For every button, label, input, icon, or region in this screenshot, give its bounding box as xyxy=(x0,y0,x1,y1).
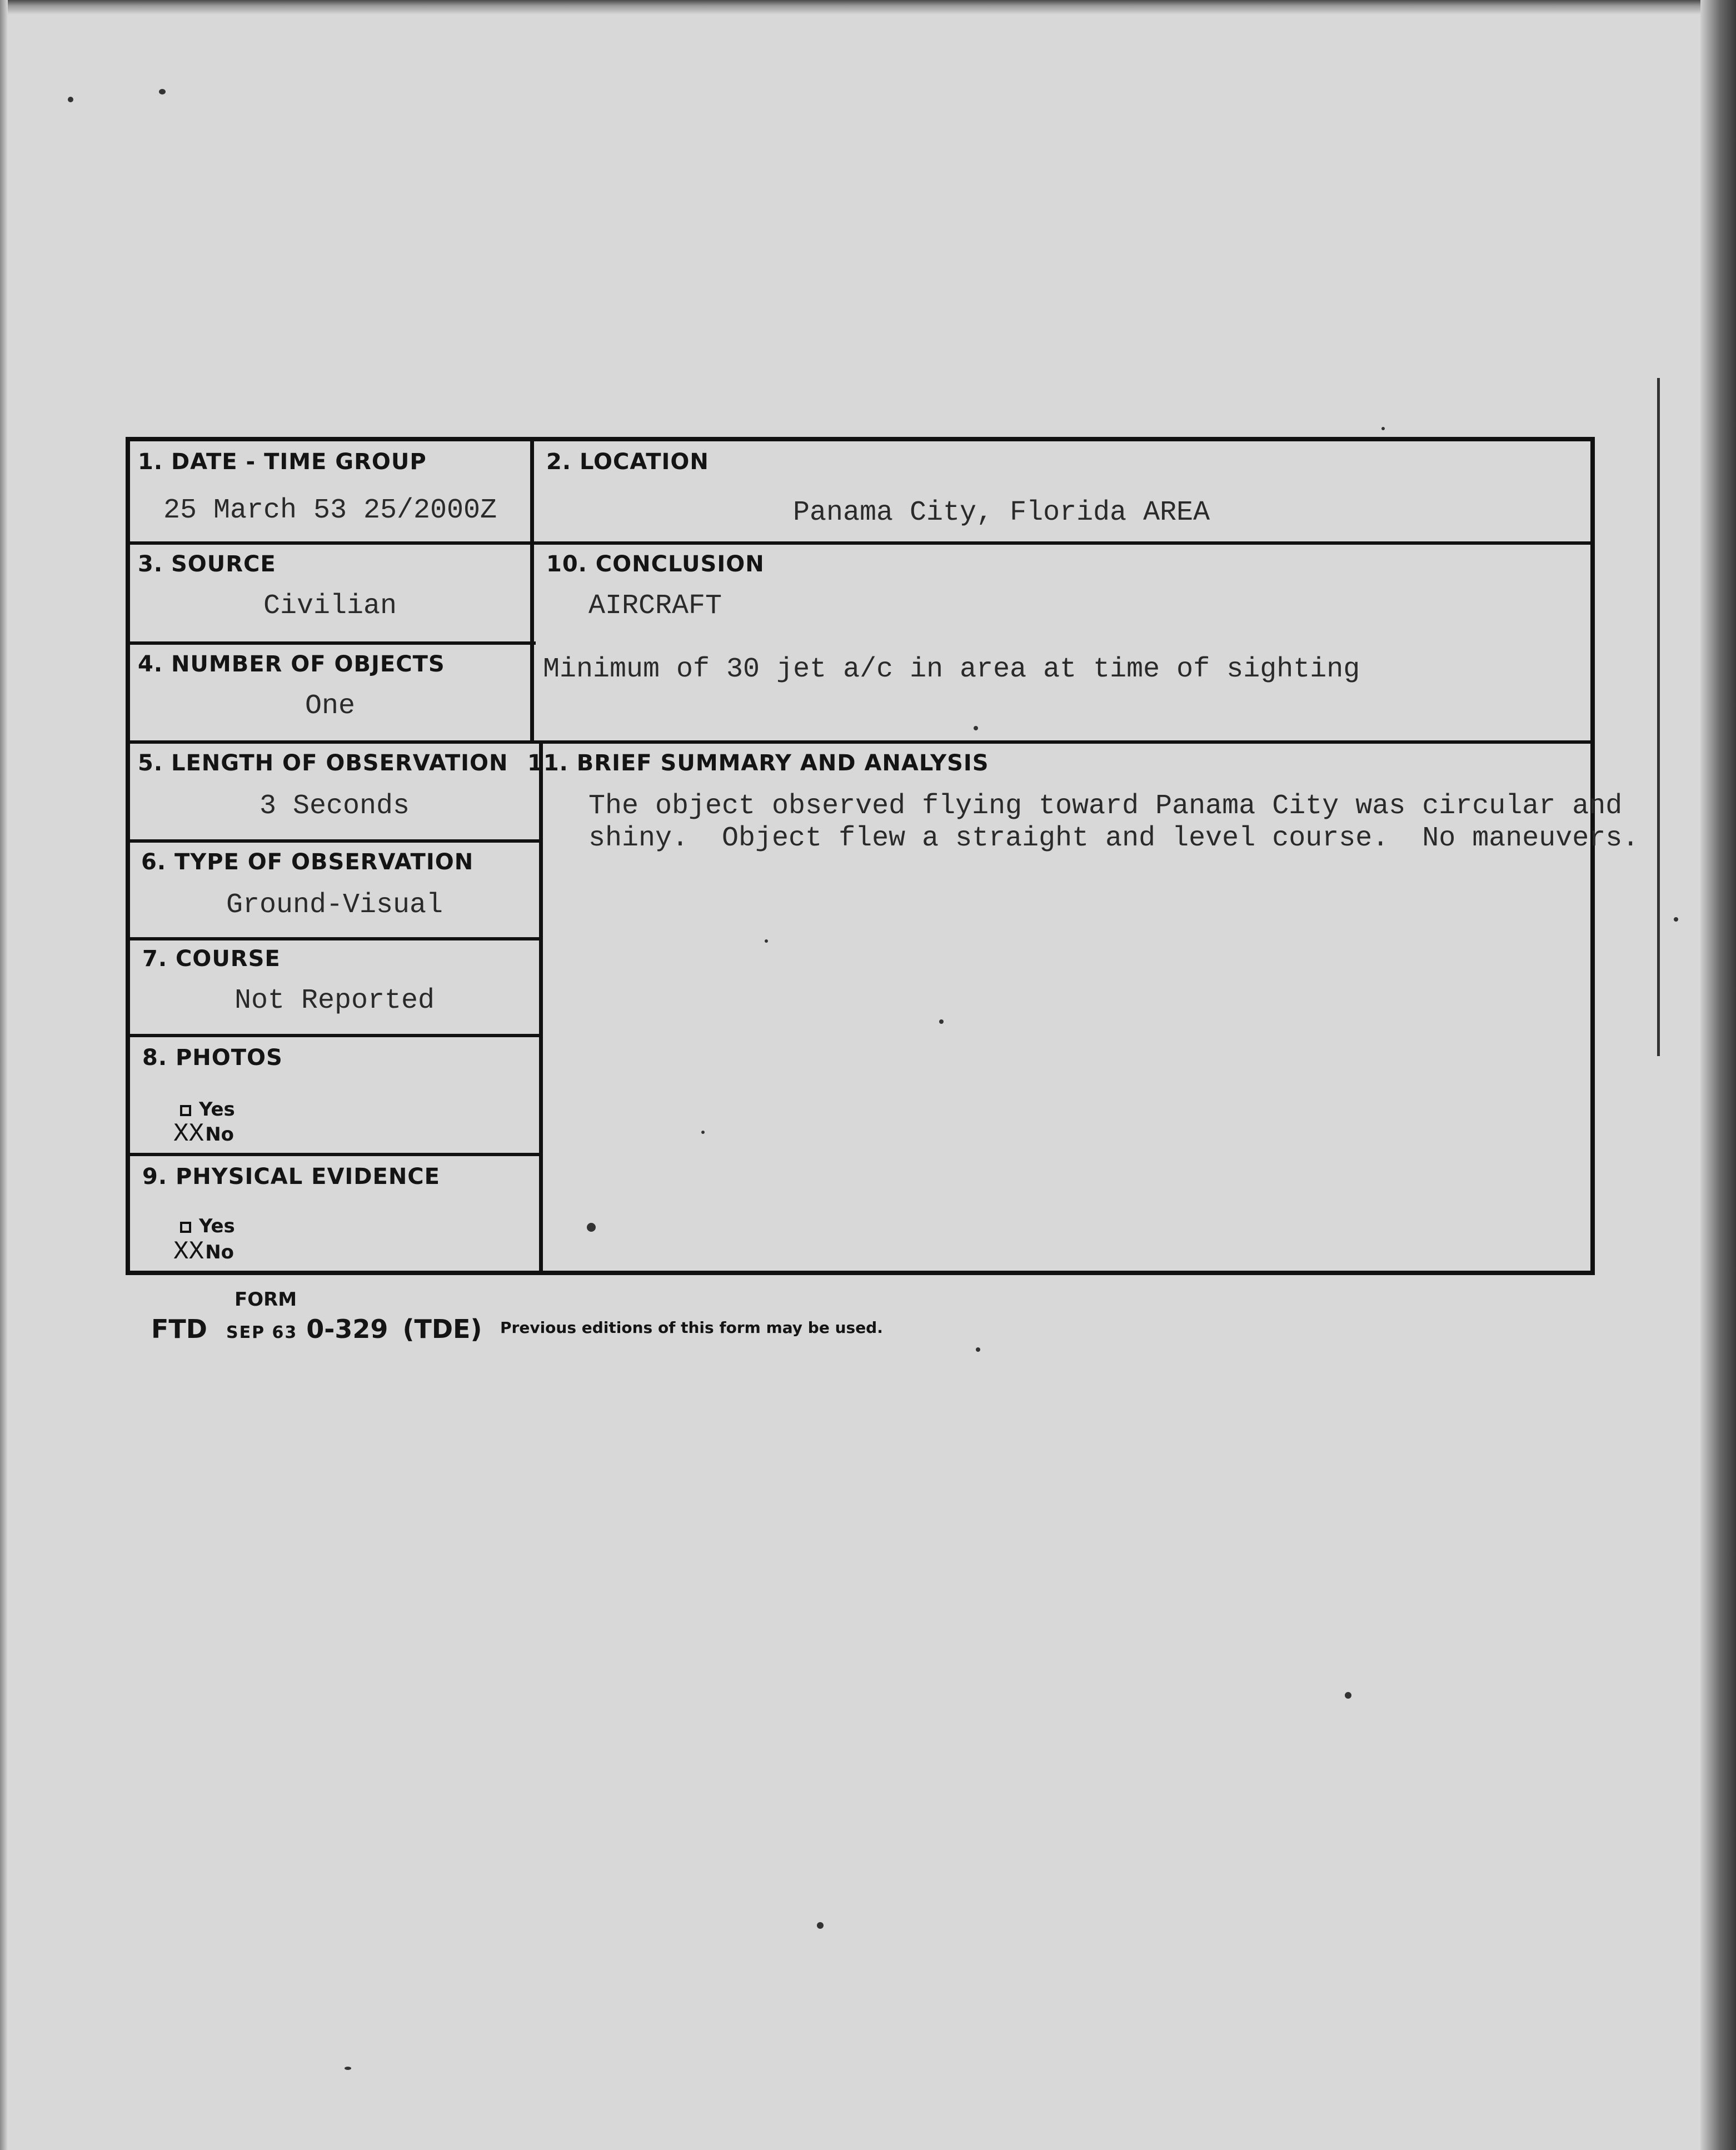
location-label: 2. LOCATION xyxy=(546,449,709,475)
course-cell xyxy=(130,940,539,1034)
length-of-observation-label: 5. LENGTH OF OBSERVATION xyxy=(138,750,508,776)
footer-form-word: FORM xyxy=(235,1288,297,1311)
number-of-objects-cell xyxy=(130,645,530,740)
scan-edge-top xyxy=(0,0,1736,14)
speck xyxy=(817,1922,824,1929)
physical-evidence-label: 9. PHYSICAL EVIDENCE xyxy=(142,1164,440,1190)
speck xyxy=(159,89,166,94)
photos-no-option xyxy=(173,1119,234,1148)
date-time-group-label: 1. DATE - TIME GROUP xyxy=(138,449,427,475)
photos-yes-label: Yes xyxy=(199,1098,235,1121)
speck xyxy=(1345,1692,1351,1699)
speck xyxy=(976,1347,980,1352)
conclusion-cell xyxy=(534,545,1595,740)
number-of-objects-value: One xyxy=(305,690,355,722)
summary-cell xyxy=(527,744,1639,1272)
scan-rule-right xyxy=(1657,378,1660,1056)
source-value: Civilian xyxy=(263,590,397,622)
column-divider xyxy=(530,441,534,741)
scan-edge-left xyxy=(0,0,8,2150)
conclusion-note: Minimum of 30 jet a/c in area at time of sighting xyxy=(543,654,1360,685)
photos-no-label: No xyxy=(205,1123,235,1146)
speck xyxy=(1674,917,1678,922)
photos-yes-option xyxy=(180,1098,235,1121)
photos-label: 8. PHOTOS xyxy=(142,1045,283,1071)
physical-evidence-yes-option xyxy=(180,1215,235,1237)
photos-cell xyxy=(130,1037,539,1153)
source-label: 3. SOURCE xyxy=(138,551,276,577)
footer-ftd: FTD xyxy=(151,1314,207,1344)
date-time-group-value: 25 March 53 25/2000Z xyxy=(163,495,497,526)
summary-line-2: shiny. Object flew a straight and level course. No maneuvers. xyxy=(588,823,1639,854)
speck xyxy=(68,97,73,102)
speck xyxy=(1381,427,1385,430)
physical-evidence-no-label: No xyxy=(205,1241,235,1263)
report-form xyxy=(126,437,1639,1275)
footer-number: 0-329 xyxy=(306,1314,388,1344)
conclusion-value: AIRCRAFT xyxy=(588,590,722,622)
type-of-observation-value: Ground-Visual xyxy=(226,889,443,921)
length-of-observation-value: 3 Seconds xyxy=(259,790,410,822)
physical-evidence-cell xyxy=(130,1156,539,1272)
physical-evidence-no-mark: XX xyxy=(173,1237,204,1266)
number-of-objects-label: 4. NUMBER OF OBJECTS xyxy=(138,651,445,677)
type-of-observation-label: 6. TYPE OF OBSERVATION xyxy=(141,849,474,875)
conclusion-label: 10. CONCLUSION xyxy=(546,551,765,577)
location-value: Panama City, Florida AREA xyxy=(793,497,1210,529)
footer-date: SEP 63 xyxy=(226,1323,298,1342)
date-time-group-cell xyxy=(130,441,530,541)
type-of-observation-cell xyxy=(130,843,539,937)
location-cell xyxy=(534,441,1595,541)
speck xyxy=(345,2067,351,2070)
source-cell xyxy=(130,545,530,641)
course-label: 7. COURSE xyxy=(142,946,281,972)
column-divider xyxy=(539,740,543,1272)
physical-evidence-yes-checkbox xyxy=(180,1222,191,1233)
photos-yes-checkbox xyxy=(180,1105,191,1116)
physical-evidence-yes-label: Yes xyxy=(199,1215,235,1237)
footer-office: (TDE) xyxy=(402,1314,482,1344)
course-value: Not Reported xyxy=(234,985,435,1017)
physical-evidence-no-option xyxy=(173,1237,234,1266)
scan-edge-right xyxy=(1700,0,1736,2150)
length-of-observation-cell xyxy=(130,744,539,839)
footer-form-id xyxy=(151,1314,482,1344)
footer-note: Previous editions of this form may be used. xyxy=(500,1318,883,1337)
summary-label: 11. BRIEF SUMMARY AND ANALYSIS xyxy=(527,750,989,776)
summary-line-1: The object observed flying toward Panama City was circular and xyxy=(588,790,1623,822)
photos-no-mark: XX xyxy=(173,1119,204,1148)
